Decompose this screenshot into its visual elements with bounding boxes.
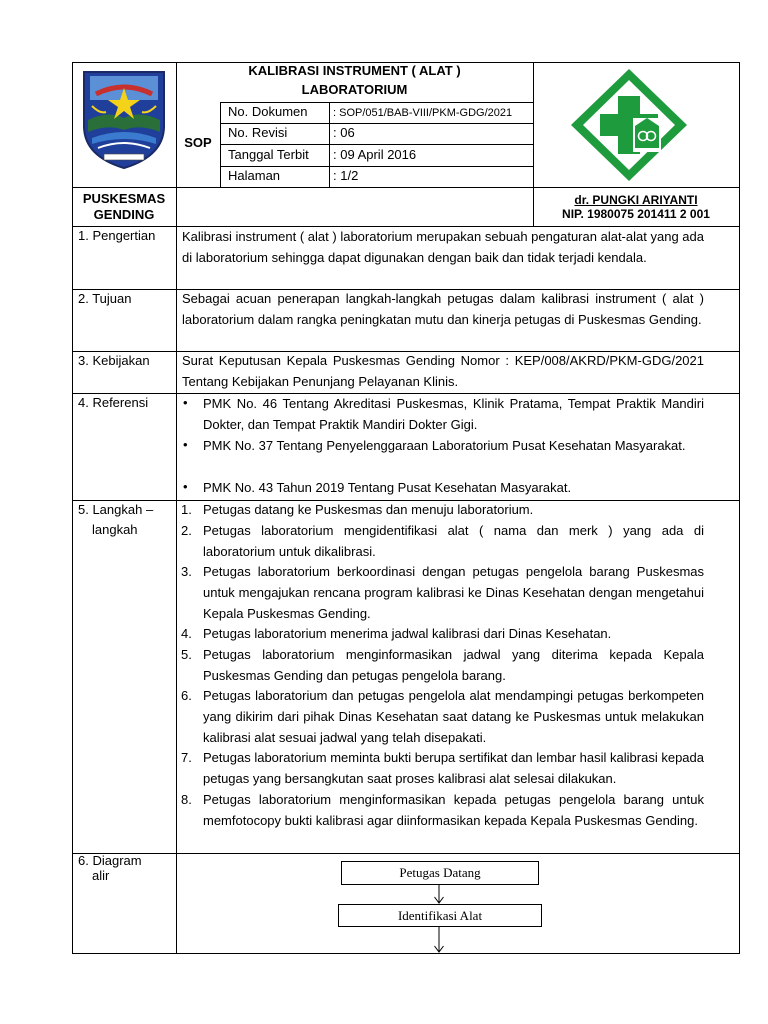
step-number: 6. [181,688,192,703]
section-text-kebijakan: Surat Keputusan Kepala Puskesmas Gending Nomor : KEP/008/AKRD/PKM-GDG/2021 Tentang Kebijakan Penunjang Pelayanan Klinis. [182,353,704,389]
bullet-icon: • [183,395,188,410]
step-number: 7. [181,750,192,765]
signer-nip: NIP. 1980075 201411 2 001 [562,207,710,221]
section-label-langkah-line2: langkah [92,522,138,537]
step-number: 4. [181,626,192,641]
puskesmas-logo [569,66,689,184]
document-title-line1: KALIBRASI INSTRUMENT ( ALAT ) [248,63,461,78]
referensi-item: PMK No. 43 Tahun 2019 Tentang Pusat Kesehatan Masyarakat. [203,480,572,495]
step-text: Petugas laboratorium berkoordinasi dengan petugas pengelola barang Puskesmas untuk mengajukan rencana program kalibrasi ke Dinas Kesehatan dengan mengetahui Kepala Puskesmas Gending. [203,564,704,621]
org-name-line2: GENDING [93,207,155,222]
referensi-item: PMK No. 46 Tentang Akreditasi Puskesmas, Klinik Pratama, Tempat Praktik Mandiri Dokter, dan Tempat Praktik Mandiri Dokter Gigi. [203,396,704,432]
section-label-diagram-line2: alir [92,868,110,883]
meta-value-no-dokumen: : SOP/051/BAB-VIII/PKM-GDG/2021 [333,107,513,119]
step-text: Petugas laboratorium menginformasikan kepada petugas pengelola barang untuk memfotocopy bukti kalibrasi agar diinformasikan kepada Kepala Puskesmas Gending. [203,792,704,828]
section-label-tujuan: 2. Tujuan [78,291,132,306]
flowchart-arrow-icon [433,884,445,904]
bullet-icon: • [183,479,188,494]
step-number: 1. [181,502,192,517]
bullet-icon: • [183,437,188,452]
regional-crest-logo [78,66,170,172]
meta-label-tanggal-terbit: Tanggal Terbit [228,147,309,162]
step-number: 3. [181,564,192,579]
step-number: 5. [181,647,192,662]
step-text: Petugas laboratorium mengidentifikasi alat ( nama dan merk ) yang ada di laboratorium untuk dikalibrasi. [203,523,704,559]
flowchart-box-identifikasi-alat: Identifikasi Alat [338,904,542,927]
step-number: 8. [181,792,192,807]
meta-label-halaman: Halaman [228,168,281,183]
step-number: 2. [181,523,192,538]
referensi-item: PMK No. 37 Tentang Penyelenggaraan Laboratorium Pusat Kesehatan Masyarakat. [203,438,686,453]
meta-value-no-revisi: : 06 [333,125,355,140]
meta-value-halaman: : 1/2 [333,168,359,183]
step-text: Petugas laboratorium menginformasikan jadwal yang diterima kepada Kepala Puskesmas Gending dan petugas pengelola barang. [203,647,704,683]
step-text: Petugas laboratorium menerima jadwal kalibrasi dari Dinas Kesehatan. [203,626,612,641]
document-title-line2: LABORATORIUM [301,82,408,97]
sop-label: SOP [184,135,212,150]
step-text: Petugas laboratorium dan petugas pengelola alat mendampingi petugas berkompeten yang dikirim dari pihak Dinas Kesehatan saat datang ke Puskesmas untuk melakukan kalibrasi alat sesuai jadwal yang telah disepakati. [203,688,704,745]
step-text: Petugas datang ke Puskesmas dan menuju laboratorium. [203,502,534,517]
flowchart-arrow-icon [433,926,445,953]
section-label-diagram-line1: 6. Diagram [78,853,142,868]
meta-label-no-revisi: No. Revisi [228,125,288,140]
flowchart-box-petugas-datang: Petugas Datang [341,861,539,885]
section-label-kebijakan: 3. Kebijakan [78,353,150,368]
meta-label-no-dokumen: No. Dokumen [228,104,308,119]
section-label-referensi: 4. Referensi [78,395,149,410]
section-text-pengertian: Kalibrasi instrument ( alat ) laboratorium merupakan sebuah pengaturan alat-alat yang ada di laboratorium sehingga dapat digunakan dengan baik dan tidak terjadi kendala. [182,229,704,265]
meta-value-tanggal-terbit: : 09 April 2016 [333,147,417,162]
step-text: Petugas laboratorium meminta bukti berupa sertifikat dan lembar hasil kalibrasi kepada petugas yang bersangkutan saat proses kalibrasi alat selesai dilakukan. [203,750,704,786]
signer-name: dr. PUNGKI ARIYANTI [574,193,698,207]
section-label-pengertian: 1. Pengertian [78,228,156,243]
section-label-langkah-line1: 5. Langkah – [78,502,154,517]
section-text-tujuan: Sebagai acuan penerapan langkah-langkah petugas dalam kalibrasi instrument ( alat ) laboratorium dalam rangka peningkatan mutu dan kinerja petugas di Puskesmas Gending. [182,291,704,327]
org-name-line1: PUSKESMAS [82,191,166,206]
